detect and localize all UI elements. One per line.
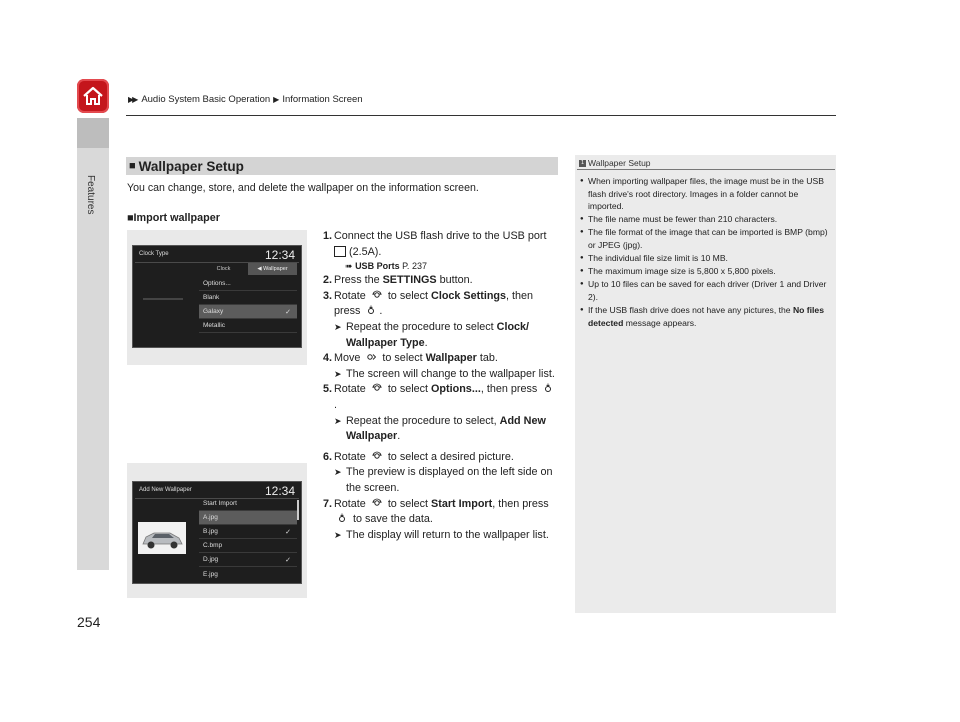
result-arrow-icon: ➤ xyxy=(334,368,342,379)
square-bullet-icon: ■ xyxy=(129,160,136,172)
list-item[interactable] xyxy=(199,567,297,581)
step-text: to select a desired picture. xyxy=(387,450,514,463)
list-item-selected[interactable] xyxy=(199,305,297,319)
step-text: . xyxy=(424,336,428,349)
car-icon xyxy=(138,522,186,554)
wallpaper-list xyxy=(199,277,297,333)
step-1 xyxy=(323,229,559,273)
step-text: Rotate xyxy=(334,383,366,396)
list-item-label: Blank xyxy=(203,294,220,301)
press-dial-icon xyxy=(543,383,553,393)
checkmark-icon: ✓ xyxy=(285,556,291,564)
step-target: Start Import xyxy=(431,497,493,510)
list-item-label: E.jpg xyxy=(203,570,218,578)
settings-button-label: SETTINGS xyxy=(382,274,437,287)
step-target: Clock/ Wallpaper Type xyxy=(346,320,530,349)
breadcrumb-item[interactable]: Information Screen xyxy=(282,94,363,105)
step-text: Rotate xyxy=(334,289,366,302)
side-label xyxy=(82,175,102,255)
note-emphasis: No files detected xyxy=(588,304,824,328)
side-tab-marker xyxy=(77,118,109,148)
list-item-label: Galaxy xyxy=(203,308,224,315)
home-icon[interactable] xyxy=(77,79,109,113)
list-item-label: C.bmp xyxy=(203,542,223,549)
step-3 xyxy=(323,289,559,351)
add-wallpaper-screen xyxy=(132,481,302,584)
cross-reference[interactable] xyxy=(334,260,559,273)
step-target: Wallpaper xyxy=(425,352,477,365)
step-number: 6. xyxy=(323,450,333,463)
result-arrow-icon: ➤ xyxy=(334,529,342,540)
step-text: Rotate xyxy=(334,450,366,463)
step-number: 2. xyxy=(323,274,333,287)
step-result xyxy=(334,367,559,383)
breadcrumb-arrow-icon: ▶▶ xyxy=(128,95,137,104)
rotate-dial-icon xyxy=(372,498,382,508)
notes-list xyxy=(580,175,830,330)
scrollbar[interactable] xyxy=(297,500,299,520)
result-arrow-icon: ➤ xyxy=(334,467,342,478)
step-text: The screen will change to the wallpaper list. xyxy=(346,367,555,380)
step-text: The display will return to the wallpaper list. xyxy=(346,528,549,541)
reference-page: P. 237 xyxy=(402,261,427,272)
list-item-label: D.jpg xyxy=(203,556,219,563)
breadcrumb xyxy=(128,94,363,105)
note-item: ● The individual file size limit is 10 MB. xyxy=(580,252,830,265)
breadcrumb-item[interactable]: Audio System Basic Operation xyxy=(141,94,271,105)
result-arrow-icon: ➤ xyxy=(334,321,342,332)
chevron-left-icon: ◀ xyxy=(257,266,264,272)
usb-port-icon xyxy=(334,246,346,257)
list-item[interactable] xyxy=(199,553,297,567)
checkmark-icon: ✓ xyxy=(285,528,291,536)
section-title: Wallpaper Setup xyxy=(138,158,244,174)
move-dial-icon xyxy=(366,352,376,362)
preview-placeholder xyxy=(143,298,183,300)
screen-clock: 12:34 xyxy=(264,484,295,498)
step-number: 5. xyxy=(323,383,333,396)
screen-clock: 12:34 xyxy=(264,248,295,262)
note-number-icon: 1 xyxy=(580,159,585,166)
subheading-text: Import wallpaper xyxy=(133,212,220,224)
start-import-item[interactable] xyxy=(199,497,297,511)
step-text: . xyxy=(397,430,401,443)
reference-arrow-icon: ➠ xyxy=(345,261,353,272)
step-number: 1. xyxy=(323,230,333,242)
rotate-dial-icon xyxy=(372,290,382,300)
clock-type-screen xyxy=(132,245,302,348)
step-text: to select xyxy=(387,289,429,302)
note-item: ● When importing wallpaper files, the image must be in the USB flash drive's root directory. Images in a folder cannot be imported. xyxy=(580,175,830,213)
house-icon xyxy=(81,84,105,108)
rotate-dial-icon xyxy=(372,451,382,461)
step-text: to select xyxy=(382,352,423,365)
step-text: Move xyxy=(334,352,361,365)
step-result xyxy=(334,528,559,544)
step-2 xyxy=(323,273,559,289)
press-dial-icon xyxy=(337,513,347,523)
press-dial-icon xyxy=(366,305,376,315)
step-text: to select xyxy=(387,497,429,510)
step-text: button. xyxy=(439,274,473,287)
steps-list xyxy=(323,229,559,543)
step-7 xyxy=(323,497,559,544)
tab-wallpaper[interactable] xyxy=(248,263,297,275)
notes-divider xyxy=(577,169,835,170)
screen-tabs xyxy=(199,263,297,275)
square-bullet-icon: ■ xyxy=(127,212,134,224)
screen-title: Add New Wallpaper xyxy=(139,487,192,493)
subheading xyxy=(127,212,220,224)
step-4 xyxy=(323,351,559,382)
note-item: ● The maximum image size is 5,800 x 5,800 pixels. xyxy=(580,265,830,278)
reference-label: USB Ports xyxy=(355,261,400,272)
step-text: , then press xyxy=(492,497,549,510)
step-text: Rotate xyxy=(334,497,366,510)
step-result xyxy=(334,465,559,496)
tab-wallpaper-label: Wallpaper xyxy=(263,266,288,272)
step-text: The preview is displayed on the left side on the screen. xyxy=(346,466,553,494)
tab-clock[interactable]: Clock xyxy=(216,266,231,272)
step-text: , then press xyxy=(480,383,538,396)
list-item-label: Options... xyxy=(203,280,231,287)
step-text: tab. xyxy=(479,352,498,365)
side-label-text: Features xyxy=(85,175,96,215)
step-text: . xyxy=(379,305,383,318)
step-text: Repeat the procedure to select xyxy=(346,320,494,333)
step-result xyxy=(334,320,559,351)
header-divider xyxy=(126,115,836,116)
list-item-label: Start Import xyxy=(203,500,237,507)
list-item[interactable] xyxy=(199,539,297,553)
notes-title xyxy=(579,158,651,168)
section-header xyxy=(126,157,558,175)
rotate-dial-icon xyxy=(372,383,382,393)
notes-title-text: Wallpaper Setup xyxy=(588,158,651,168)
intro-text: You can change, store, and delete the wallpaper on the information screen. xyxy=(127,182,479,194)
list-item[interactable] xyxy=(199,525,297,539)
step-text: (2.5A). xyxy=(349,245,382,258)
list-item[interactable] xyxy=(199,291,297,305)
step-text: Connect the USB flash drive to the USB port xyxy=(334,230,547,242)
note-item: ● The file format of the image that can be imported is BMP (bmp) or JPEG (jpg). xyxy=(580,226,830,251)
list-item-label: Metallic xyxy=(203,322,226,329)
note-item: ● The file name must be fewer than 210 characters. xyxy=(580,213,830,226)
file-list xyxy=(199,497,297,581)
step-text: to save the data. xyxy=(353,513,433,526)
step-text: Repeat the procedure to select, xyxy=(346,414,497,427)
list-item-label: A.jpg xyxy=(203,514,218,521)
step-number: 3. xyxy=(323,289,333,302)
result-arrow-icon: ➤ xyxy=(334,415,342,426)
step-target: Options... xyxy=(431,383,481,396)
note-text: If the USB flash drive does not have any pictures, the xyxy=(588,304,791,315)
step-target: Add New Wallpaper xyxy=(346,414,546,443)
step-result xyxy=(334,414,559,445)
step-text: , then press xyxy=(334,289,534,318)
list-item[interactable] xyxy=(199,319,297,333)
step-number: 4. xyxy=(323,352,333,365)
note-item: ● Up to 10 files can be saved for each driver (Driver 1 and Driver 2). xyxy=(580,278,830,303)
list-item[interactable] xyxy=(199,277,297,291)
note-text: message appears. xyxy=(625,317,697,328)
checkmark-icon: ✓ xyxy=(285,308,291,316)
step-number: 7. xyxy=(323,497,333,510)
breadcrumb-arrow-icon: ▶ xyxy=(273,95,278,104)
step-5 xyxy=(323,382,559,444)
list-item-selected[interactable] xyxy=(199,511,297,525)
screen-title: Clock Type xyxy=(139,251,169,257)
preview-image xyxy=(138,522,186,554)
step-text: . xyxy=(334,398,337,411)
step-6 xyxy=(323,450,559,497)
list-item-label: B.jpg xyxy=(203,528,218,535)
note-item xyxy=(580,304,830,329)
step-text: to select xyxy=(387,383,429,396)
page-number: 254 xyxy=(77,614,101,630)
step-text: Press the xyxy=(334,274,380,287)
step-target: Clock Settings xyxy=(431,289,507,302)
